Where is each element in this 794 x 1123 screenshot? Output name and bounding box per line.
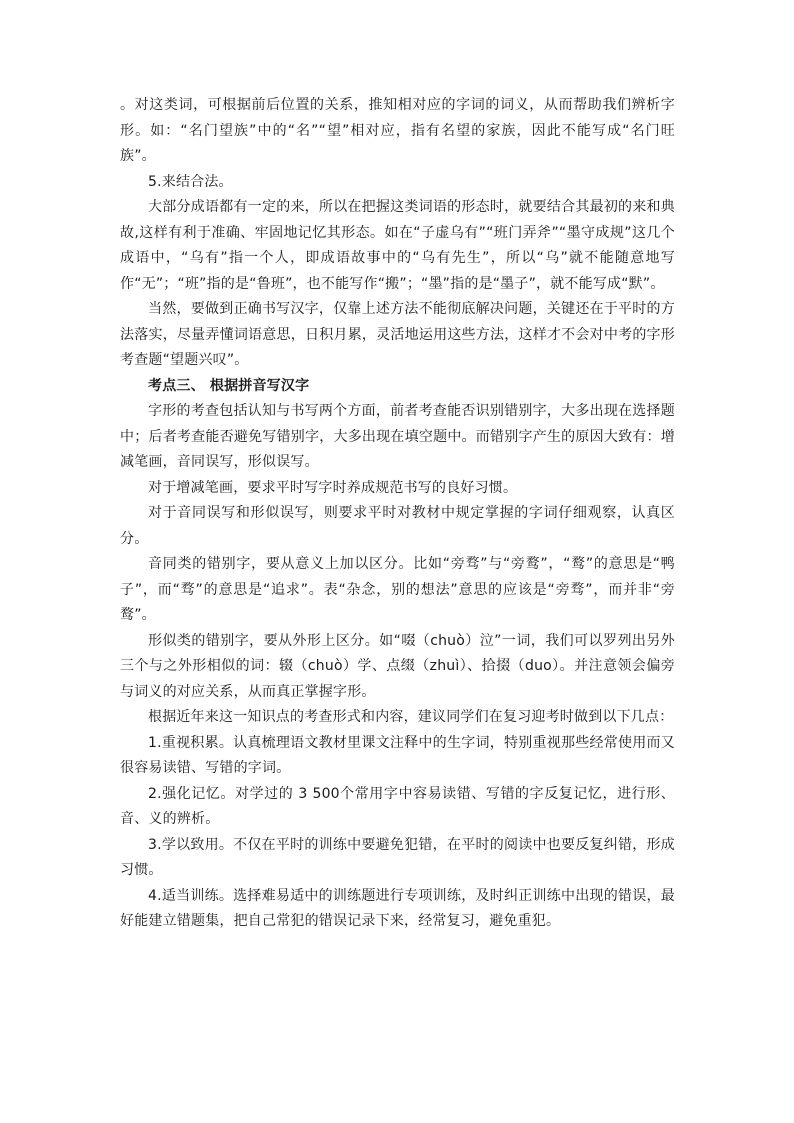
section-heading-kaodian-3: 考点三、 根据拼音写汉字: [148, 377, 310, 394]
paragraph-error-causes: 字形的考查包括认知与书写两个方面，前者考查能否识别错别字，大多出现在选择题中；后者考查能否避免写错别字，大多出现在填空题中。而错别字产生的原因大致有：增减笔画，音同误写，形似误写。: [120, 403, 675, 470]
paragraph-stroke-errors: 对于增减笔画，要求平时写字时养成规范书写的良好习惯。: [148, 479, 518, 496]
paragraph-sound-shape-errors: 对于音同误写和形似误写，则要求平时对教材中规定掌握的字词仔细观察，认真区分。: [120, 505, 675, 547]
paragraph-method-5-title: 5.来结合法。: [148, 173, 233, 190]
list-item-advice-2: 2.强化记忆。对学过的 3 500个常用字中容易读错、写错的字反复记忆，进行形、音、义的辨析。: [120, 785, 675, 827]
paragraph-summary: 当然，要做到正确书写汉字，仅靠上述方法不能彻底解决问题，关键还在于平时的方法落实，尽量弄懂词语意思，日积月累，灵活地运用这些方法，这样才不会对中考的字形考查题“望题兴叹”。: [120, 301, 675, 368]
list-item-advice-4: 4.适当训练。选择难易适中的训练题进行专项训练，及时纠正训练中出现的错误，最好能建立错题集，把自己常犯的错误记录下来，经常复习，避免重犯。: [120, 887, 675, 929]
list-item-advice-3: 3.学以致用。不仅在平时的训练中要避免犯错，在平时的阅读中也要反复纠错，形成习惯。: [120, 836, 675, 878]
paragraph-shape-example: 形似类的错别字，要从外形上区分。如“啜（chuò）泣”一词，我们可以罗列出另外三个与之外形相似的词：辍（chuò）学、点缀（zhuì）、拾掇（duo）。并注意领会偏旁与词义的对应关系，从而真正掌握字形。: [120, 632, 675, 700]
paragraph-homophone-example: 音同类的错别字，要从意义上加以区分。比如“旁骛”与“旁鹜”，“鹜”的意思是“鸭子”，而“骛”的意思是“追求”。表“杂念，别的想法”意思的应该是“旁骛”，而并非“旁鹜”。: [120, 556, 675, 623]
document-page: [120, 93, 675, 935]
list-item-advice-1: 1.重视积累。认真梳理语文教材里课文注释中的生字词，特别重视那些经常使用而又很容易读错、写错的字词。: [120, 734, 675, 776]
paragraph-advice-intro: 根据近年来这一知识点的考查形式和内容，建议同学们在复习迎考时做到以下几点：: [148, 709, 674, 725]
paragraph-context-analysis: 。对这类词，可根据前后位置的关系，推知相对应的字词的词义，从而帮助我们辨析字形。如：“名门望族”中的“名”“望”相对应，指有名望的家族，因此不能写成“名门旺族”。: [120, 97, 675, 164]
paragraph-method-5-body: 大部分成语都有一定的来，所以在把握这类词语的形态时，就要结合其最初的来和典故,这样有利于准确、牢固地记忆其形态。如在“子虚乌有”“班门弄斧”“墨守成规”这几个成语中，“乌有”指一个人，即成语故事中的“乌有先生”，所以“乌”就不能随意地写作“无”；“班”指的是“鲁班”，也不能写作“搬”；“墨”指的是“墨子”，就不能写成“默”。: [120, 199, 675, 292]
